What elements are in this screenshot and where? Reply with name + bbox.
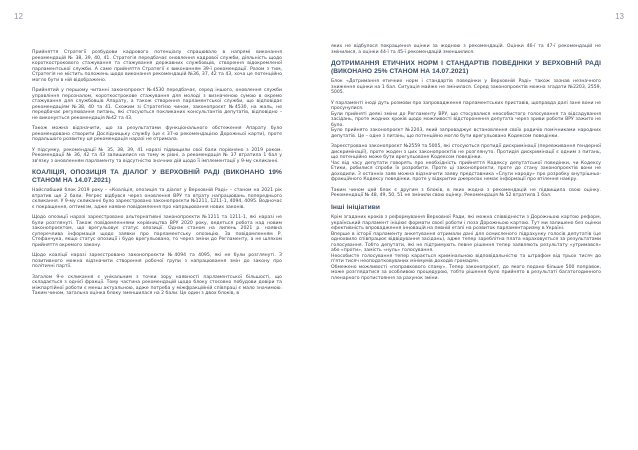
left-column [32,50,282,302]
paragraph: Блок «Дотримання етичних норм і стандартів поведінки у Верховній Раді» також зазнав незначного зниження оцінки на 1 бал. Ситуація майже не змінилася. Серед законопроєктів можна згадати №2203, 2559, 5005. [331,79,601,96]
paragraph: яких не відбулося покращення оцінки за жодною з рекомендацій. Оцінки 46-ї та 47-ї рекомендацій не змінилися, а оцінки 44-ї та 45-ї рекомендацій зменшилися. [331,44,601,55]
paragraph: Найслабший блок 2019 року – «Коаліція, опозиція та діалог у Верховній Раді» – станом на 2021 рік втратив ще 2 бали. Регрес відбувся через оновлення ВРУ та втрату напрацювань попереднього скликання. У 9-му скликанні було зареєстровано законопроєкти №1211, 1211-1, 4094, 4095. Водночас є покращення, оптимізм, адже наявне повідомлення про напрацювання нових законів. [32,188,282,210]
paragraph: Також можна відзначити, що за результатами функціонального обстеження Апарату було рекомендовано створити Дослідницьку службу (це є 37-ю рекомендацією Дорожньої карти), проте подальшого розвитку ця рекомендація наразі не отримала. [32,126,282,142]
paragraph: Крім згаданих кроків з реформування Верховної Ради, які можна співвіднести з Дорожньою картою реформ, український парламент ініціює формати своєї роботи і поза Дорожньою картою. Тут ми залишено без оцінки ефективність впровадження інновацій на певній етапі на розвиток парламентаризму в Україні. Вперше в історії парламенту анкетування отримали дані для осмисленого підрахунку голосів депутатів (це однохвило співпрацює відвідування засідань), адже тепер зареблітна плата нараховується за результатами голосування. Тобто депутати, які не підтримують певне рішення тепер заявляють результату «утримався» або «проти», замість «нуль» голосування. Неособисте голосування тепер карається кримінальною відповідальністю та штрафом від трьох тисяч до п'яти тисяч неоподатковуваних мінімумів доходів громадян. Обмежено можливості «поправкового спаму». Тепер законопроєкт, до якого подано більше 500 поправок, може розглядатися за особливою процедурою, тобто рішення було прийнято в результаті багатогодинного пленарного протистояння за рахунок зміни. [331,215,601,281]
paragraph: У підсумку, рекомендації № 35, 38, 39, 41 наразі підвищили свої бали порівняно з 2019 роком. Рекомендації № 36, 42 та 43 залишилися на тому ж рівні, а рекомендація № 37 втратила 1 бал у зв'язку з оновленням парламенту та відсутністю значних дій щодо її імплементації у 9-му скликанні. [32,147,282,164]
paragraph: Щодо опозиції наразі зареєстровано альтернативні законопроєкти №1211 та 1211-1, які наразі не були розглянуті. Також повідомленнями керівництва ВРУ 2020 року, ведеться робота над новим законопроєктом, що врегульовує статус опозиції. Однак станом на липень 2021 р. наявна суперечлива інформація щодо заявки про парламентську опозицію. За повідомленням Р. Стефанчука, якщо статус опозиції і буде врегульовано, то через зміни до Регламенту, а не шляхом прийняття окремого закону. [32,215,282,248]
page-number-left: 12 [14,12,23,21]
right-column [331,44,601,286]
paragraph: У парламенті іноді дуть розмови про запровадження парламентських приставів, щоправда далі зане вони не просунулися. Були прийняті деякі зміни до Регламенту ВРУ, що стосувалися неособистого голосування та відсадування засідань, проте жодних кроків щодо можливості відсторонення депутата через зриви роботи ВРУ зажито не було. Було прийнято законопроєкт №2203, який запроваджує встановлення своїх родичів помічниками народних депутатів. Це – одне з питань, що потенційно могло бути врегульовано Кодексом поведінки. [331,100,601,139]
paragraph: Щодо коаліції наразі зареєстровано законопроєкти №4094 та 4095, які не були розглянуті. З позитивного можна відзначити створення робочої групи з напрацювання змін до закону про політичні партії. [32,253,282,270]
paragraph: Загалом 9-е скликання є унікальним з точки зору наявності парламентської більшості, що складається з однієї фракції. Тому частина рекомендацій щодо блоку стосовно побудови довіри та міжпартійної роботи є менш актуальною, адже потреба у міжфракційній співпраці є мало значимою. Таким чином, загальна оцінка блоку зменшилася на 2 бали. Це один з двох блоків, в [32,274,282,297]
section-heading: КОАЛІЦІЯ, ОПОЗИЦІЯ ТА ДІАЛОГ У ВЕРХОВНІЙ РАДІ (ВИКОНАНО 19% СТАНОМ НА 14.07.2021) [32,169,282,184]
paragraph: Прийнятий у першому читанні законопроєкт №4530 передбачає, серед іншого, оновлення служби управління персоналом, короткострокове стажування для молоді з визначеною сумою в окремо стажування для службовців Апарату, а також створення парламентської служби, що відповідає рекомендаціям №38, 40 та 41. Схожим зі Стратегією чином, законопроєкт №4530, на жаль, не передбачає регулювання питань, які стосуються покликаних консультантів депутатів, відповідно – не виконується рекомендація №42 та 43. [32,88,282,121]
paragraph: Таким чином цей блок є другим з блоків, в яких жодна з рекомендацій не підвищила свою оцінку. Рекомендації № 48, 49, 50, 51 не змінили свою оцінку. Рекомендація № 52 втратила 1 бал. [331,187,601,199]
page-number-right: 13 [615,12,624,21]
section-heading: ДОТРИМАННЯ ЕТИЧНИХ НОРМ І СТАНДАРТІВ ПОВЕДІНКИ У ВЕРХОВНІЙ РАДІ (ВИКОНАНО 25% СТАНОМ НА 14.07.2021) [331,60,601,75]
section-heading: Інші ініціативи [331,203,381,211]
paragraph: Прийняття Стратегії розбудови кадрового потенціалу спрацювало в напрямі виконання рекомендацій № 38, 39, 40, 41. Стратегія передбачає оновлення кадрової служби, діяльність щодо короткострокового стажування та стажування державних службовців, створення відокремленої парламентської служби. А саме прийняття Стратегії є виконанням 39-ї рекомендації. Разом з тим, Стратегія не містить положень щодо виконання рекомендацій №36, 37, 42 та 43, хоча це потенційно могло бути в ній відображено. [32,50,282,83]
paragraph: Зареєстровано законопроєкт №2559 та 5005, які стосуються протидії дискримінації (перевживання ґендерної дискримінації), проте жоден з цих законопроєктів не розглянуто. Протидія дискримінації є одним з питань, що потенційно може бути врегульоване Кодексом поведінки. Час від часу депутати говорять про необхідність прийняття Кодексу депутатської поведінки, чи Кодексу Етики, робилися спроби їх розробити. Проте ці законопроєкти, проте до стану законопроєктів вони не доходили. З останніх заяв можна відзначити заяву представника «Слуги народу» про розробку внутрішньо-фракційного Кодексу поведінки, проте у відкритих джерелах немає інформації про втілення наміру. [331,144,601,183]
